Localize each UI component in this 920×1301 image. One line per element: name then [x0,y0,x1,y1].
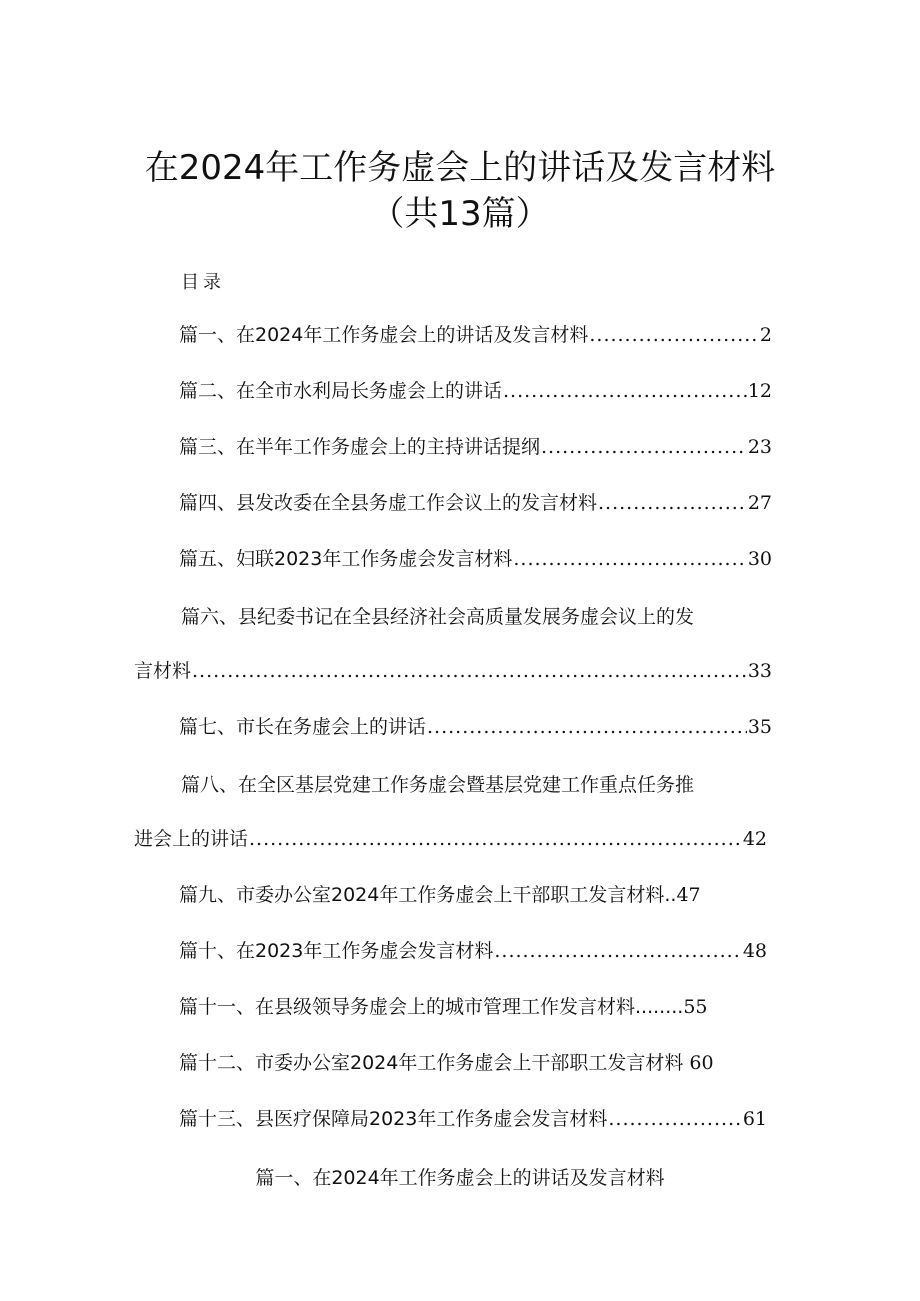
toc-leader-dots [608,1108,741,1130]
toc-entry-label: 进会上的讲话 [134,828,249,850]
toc-entry-page: 35 [747,716,772,738]
toc-leader-dots [503,380,747,402]
toc-entry-label: 篇十、在2023年工作务虚会发言材料 [179,940,494,962]
toc-entry-label: 篇十三、县医疗保障局2023年工作务虚会发言材料 [179,1108,608,1130]
toc-entry-label: 篇一、在2024年工作务虚会上的讲话及发言材料 [179,324,589,346]
toc-entry-label: 篇二、在全市水利局长务虚会上的讲话 [179,380,503,402]
toc-entry-6-line1[interactable]: 篇六、县纪委书记在全县经济社会高质量发展务虚会议上的发 [181,606,695,628]
toc-leader-dots [249,828,742,850]
toc-entry-page: 48 [742,940,767,962]
document-title: 在2024年工作务虚会上的讲话及发言材料 [144,148,776,188]
toc-entry-label: 篇三、在半年工作务虚会上的主持讲话提纲 [179,436,541,458]
toc-leader-dots [589,324,759,346]
toc-entry-label: 篇十二、市委办公室2024年工作务虚会上干部职工发言材料 [179,1052,684,1074]
toc-entry-page: 12 [747,380,772,402]
toc-entry-3[interactable] [179,432,772,460]
toc-entry-label: 篇五、妇联2023年工作务虚会发言材料 [179,548,513,570]
toc-leader-dots [598,492,747,514]
toc-entry-label: 篇四、县发改委在全县务虚工作会议上的发言材料 [179,492,598,514]
toc-entry-12[interactable] [179,1048,714,1076]
toc-entry-9[interactable] [179,880,701,908]
toc-entry-page: 2 [759,324,772,346]
toc-entry-label: 言材料 [134,660,192,682]
toc-leader-dots [541,436,747,458]
toc-entry-page: 55 [683,996,708,1018]
toc-entry-1[interactable] [179,320,772,348]
toc-entry-5[interactable] [179,544,772,572]
toc-entry-label: 篇十一、在县级领导务虚会上的城市管理工作发言材料........ [179,996,684,1018]
toc-heading: 目录 [181,272,225,293]
toc-entry-8[interactable] [134,824,767,852]
toc-entry-6[interactable] [134,656,772,684]
toc-entry-page: 23 [747,436,772,458]
toc-entry-10[interactable] [179,936,767,964]
toc-entry-2[interactable] [179,376,772,404]
toc-entry-page: 30 [747,548,772,570]
section-heading: 篇一、在2024年工作务虚会上的讲话及发言材料 [255,1167,665,1189]
toc-entry-page: 27 [747,492,772,514]
toc-leader-dots [192,660,747,682]
toc-entry-page: 42 [742,828,767,850]
toc-entry-11[interactable] [179,992,708,1020]
toc-entry-page: 33 [747,660,772,682]
toc-entry-page: 47 [676,884,701,906]
toc-leader-dots [427,716,747,738]
toc-entry-page: 60 [689,1052,714,1074]
toc-leader-dots [513,548,746,570]
toc-leader-dots [494,940,741,962]
document-subtitle: （共13篇） [370,194,550,234]
toc-entry-label: 篇七、市长在务虚会上的讲话 [179,716,427,738]
toc-entry-label: 篇九、市委办公室2024年工作务虚会上干部职工发言材料.. [179,884,677,906]
toc-entry-7[interactable] [179,712,772,740]
toc-entry-8-line1[interactable]: 篇八、在全区基层党建工作务虚会暨基层党建工作重点任务推 [181,774,695,796]
toc-entry-page: 61 [742,1108,767,1130]
toc-entry-13[interactable] [179,1104,767,1132]
toc-entry-4[interactable] [179,488,772,516]
